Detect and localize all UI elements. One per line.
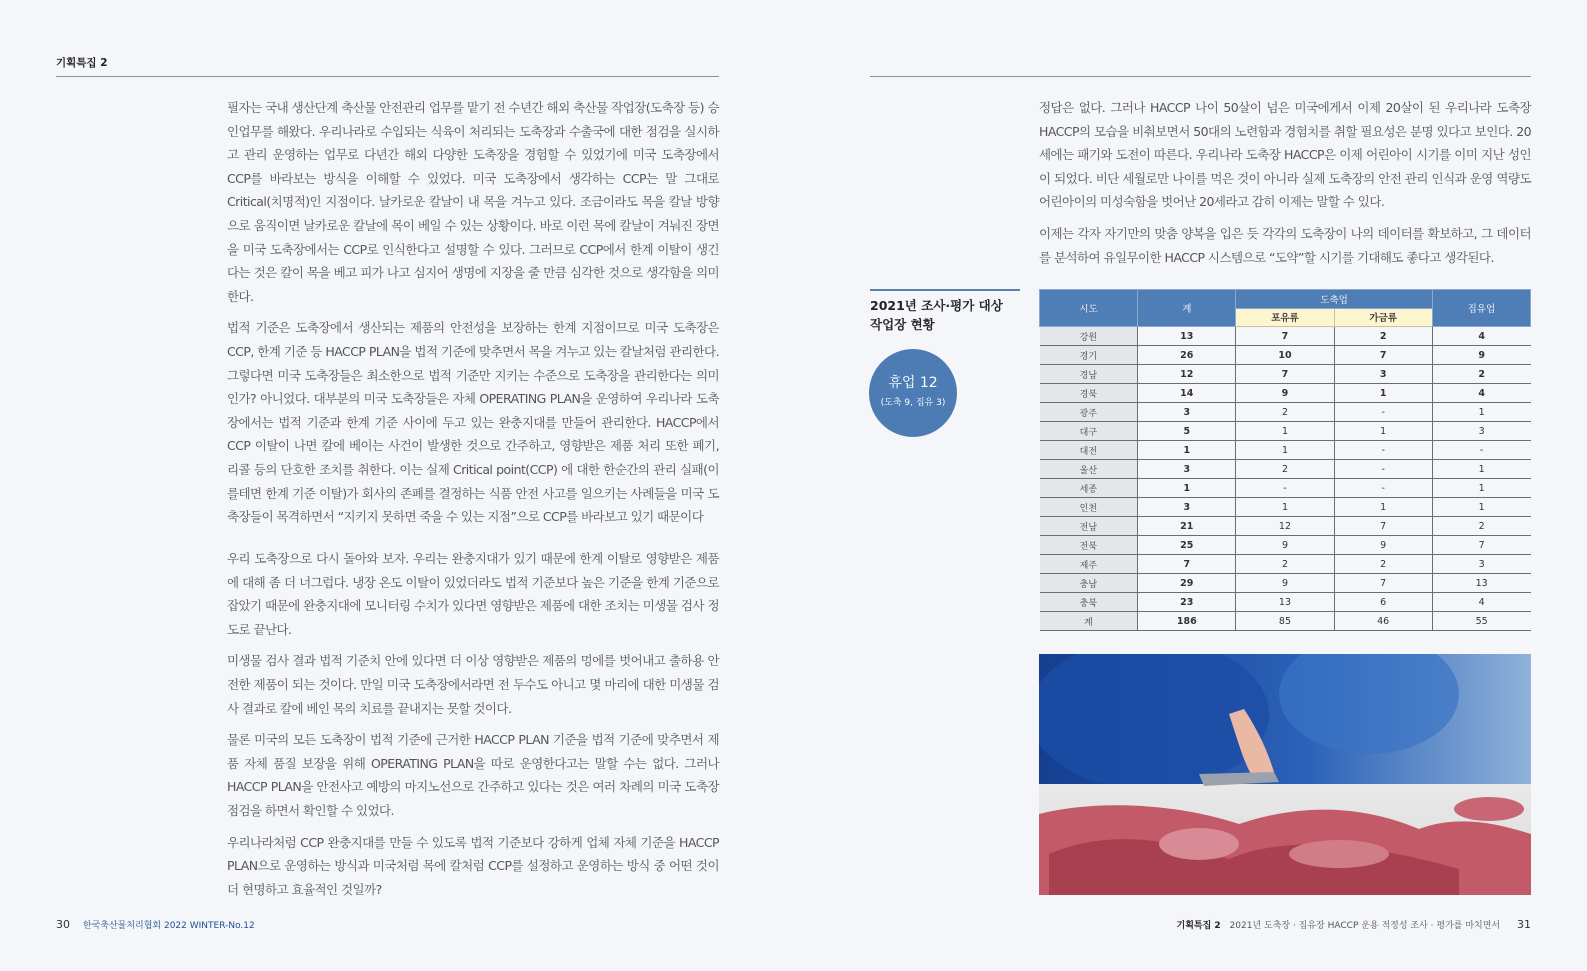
paragraph: 정답은 없다. 그러나 HACCP 나이 50살이 넘은 미국에게서 이제 20살이 된 우리나라 도축장 HACCP의 모습을 비춰보면서 50대의 노련함과 경험치를 취할 필요성은 분명 있다고 보인다. 20세에는 패기와 도전이 따른다. 우리나라 도축장 HACCP은 이제 어린아이 시기를 이미 지난 성인이 되었다. 비단 세월로만 나이를 먹은 것이 아니라 실제 도축장의 안전 관리 인식과 운영 역량도 어린아이의 미성숙함을 벗어난 20세라고 감히 이제는 말할 수 있다.: [1039, 100, 1531, 210]
table-cell: 1: [1138, 441, 1236, 460]
table-cell-region: 경기: [1040, 346, 1138, 365]
footer-left: [56, 918, 255, 931]
table-cell: 1: [1138, 479, 1236, 498]
table-cell: 1: [1432, 498, 1530, 517]
table-cell: -: [1334, 403, 1432, 422]
paragraph: 이제는 각자 자기만의 맞춤 양복을 입은 듯 각각의 도축장이 나의 데이터를 확보하고, 그 데이터를 분석하여 유일무이한 HACCP 시스템으로 “도약”할 시기를 기대해도 좋다고 생각된다.: [1039, 225, 1531, 265]
header-milk: 집유업: [1432, 290, 1530, 327]
table-row: [1040, 479, 1531, 498]
table-row: [1040, 517, 1531, 536]
table-cell: 186: [1138, 612, 1236, 631]
table-cell: -: [1334, 441, 1432, 460]
table-cell-region: 전남: [1040, 517, 1138, 536]
sidebar-title-line: 작업장 현황: [870, 317, 935, 332]
closure-badge: [869, 349, 957, 437]
table-cell: 1: [1432, 460, 1530, 479]
table-row: [1040, 365, 1531, 384]
table-cell: 1: [1432, 403, 1530, 422]
footer-section-label: 기획특집 2: [1176, 921, 1221, 931]
sidebar-title: [870, 296, 1020, 334]
table-cell: 25: [1138, 536, 1236, 555]
page-number-right: 31: [1517, 918, 1531, 931]
table-cell: 4: [1432, 384, 1530, 403]
table-cell: 1: [1432, 479, 1530, 498]
table-cell-region: 충북: [1040, 593, 1138, 612]
table-cell-region: 경북: [1040, 384, 1138, 403]
paragraph: 필자는 국내 생산단계 축산물 안전관리 업무를 맡기 전 수년간 해외 축산물 작업장(도축장 등) 승인업무를 해왔다. 우리나라로 수입되는 식육이 처리되는 도축장과 수출국에 대한 점검을 실시하고 관리 운영하는 업무로 다년간 해외 다양한 도축장을 경험할 수 있었기에 미국 도축장에서 CCP를 바라보는 방식을 이해할 수 있었다. 미국 도축장에서 생각하는 CCP는 말 그대로 Critical(치명적)인 지점이다. 날카로운 칼날이 내 목을 겨누고 있다. 조금이라도 목을 칼날 방향으로 움직이면 날카로운 칼날에 목이 베일 수 있는 상황이다. 바로 이런 목에 칼날이 겨눠진 장면을 미국 도축장에서는 CCP로 인식한다고 설명할 수 있다. 그러므로 CCP에서 한계 이탈이 생긴다는 것은 칼이 목을 베고 피가 나고 심지어 생명에 지장을 줄 만큼 심각한 것으로 생각함을 의미한다.: [227, 100, 719, 304]
header-slaughter: 도축업: [1236, 290, 1432, 309]
table-cell-region: 인천: [1040, 498, 1138, 517]
table-cell: 7: [1334, 574, 1432, 593]
header-total: 계: [1138, 290, 1236, 327]
table-cell: 9: [1236, 384, 1334, 403]
sidebar-rule: [870, 289, 1020, 291]
table-cell-region: 대전: [1040, 441, 1138, 460]
table-row: [1040, 403, 1531, 422]
table-cell: 7: [1334, 346, 1432, 365]
table-cell: -: [1334, 479, 1432, 498]
table-cell-region: 광주: [1040, 403, 1138, 422]
table-cell: 2: [1432, 365, 1530, 384]
table-cell: 9: [1334, 536, 1432, 555]
facility-table: [1039, 289, 1531, 631]
table-cell: 2: [1334, 327, 1432, 346]
table-cell-region: 계: [1040, 612, 1138, 631]
table-cell-region: 전북: [1040, 536, 1138, 555]
table-cell: 1: [1334, 422, 1432, 441]
table-cell: 1: [1334, 498, 1432, 517]
closure-count: 휴업 12: [888, 375, 938, 391]
table-row: [1040, 574, 1531, 593]
sidebar-title-line: 2021년 조사·평가 대상: [870, 298, 1003, 313]
table-cell: 10: [1236, 346, 1334, 365]
table-cell: 3: [1138, 498, 1236, 517]
paragraph: 우리 도축장으로 다시 돌아와 보자. 우리는 완충지대가 있기 때문에 한계 이탈로 영향받은 제품에 대해 좀 더 너그럽다. 냉장 온도 이탈이 있었더라도 법적 기준보다 높은 기준을 한계 기준으로 잡았기 때문에 완충지대에 모니터링 수치가 있다면 영향받은 제품에 대한 조치는 미생물 검사 정도로 끝난다.: [227, 551, 719, 637]
table-cell-region: 강원: [1040, 327, 1138, 346]
table-row: [1040, 327, 1531, 346]
table-cell: 12: [1138, 365, 1236, 384]
table-cell: 2: [1236, 403, 1334, 422]
section-label: 기획특집 2: [56, 57, 108, 69]
meat-cutting-photo: [1039, 654, 1531, 895]
left-column-bottom: [227, 547, 719, 909]
header-rule-left: [56, 76, 719, 77]
table-cell: 1: [1236, 422, 1334, 441]
table-cell: 29: [1138, 574, 1236, 593]
table-cell-region: 제주: [1040, 555, 1138, 574]
header-poultry: 가금류: [1334, 308, 1432, 327]
table-row: [1040, 555, 1531, 574]
closure-breakdown: (도축 9, 집유 3): [880, 398, 946, 408]
table-cell: 2: [1432, 517, 1530, 536]
photo-illustration: [1039, 654, 1531, 895]
table-cell-region: 경남: [1040, 365, 1138, 384]
table-cell-region: 대구: [1040, 422, 1138, 441]
table-row: [1040, 536, 1531, 555]
table-cell: 13: [1138, 327, 1236, 346]
page-number-left: 30: [56, 918, 70, 931]
table-cell: 1: [1334, 384, 1432, 403]
table-cell: 3: [1138, 460, 1236, 479]
table-cell: 12: [1236, 517, 1334, 536]
table-cell: 3: [1432, 555, 1530, 574]
table-row: [1040, 422, 1531, 441]
header-rule-right: [870, 76, 1531, 77]
right-column: [1039, 96, 1531, 277]
left-column-top: [227, 96, 719, 537]
footer-right: [1177, 918, 1532, 931]
table-cell: 3: [1138, 403, 1236, 422]
table-cell: 55: [1432, 612, 1530, 631]
table-cell: 2: [1334, 555, 1432, 574]
table-cell: 9: [1236, 536, 1334, 555]
header-region: 시도: [1040, 290, 1138, 327]
table-cell: 26: [1138, 346, 1236, 365]
table-cell: 9: [1236, 574, 1334, 593]
table-cell: 7: [1236, 327, 1334, 346]
table-cell-region: 충남: [1040, 574, 1138, 593]
table-cell: 46: [1334, 612, 1432, 631]
table-cell: 1: [1236, 498, 1334, 517]
table-cell: 4: [1432, 327, 1530, 346]
table-cell-region: 세종: [1040, 479, 1138, 498]
table-cell-region: 울산: [1040, 460, 1138, 479]
table-cell: 7: [1138, 555, 1236, 574]
publication-name: 한국축산물처리협회 2022 WINTER-No.12: [82, 921, 255, 931]
table-cell: 85: [1236, 612, 1334, 631]
table-row: [1040, 346, 1531, 365]
paragraph: 우리나라처럼 CCP 완충지대를 만들 수 있도록 법적 기준보다 강하게 업체 자체 기준을 HACCP PLAN으로 운영하는 방식과 미국처럼 목에 칼처럼 CCP를 설정하고 운영하는 방식 중 어떤 것이 더 현명하고 효율적인 것일까?: [227, 834, 719, 897]
table-cell: 21: [1138, 517, 1236, 536]
table-row: [1040, 441, 1531, 460]
table-cell: 2: [1236, 460, 1334, 479]
paragraph: 물론 미국의 모든 도축장이 법적 기준에 근거한 HACCP PLAN 기준을 법적 기준에 맞추면서 제품 자체 품질 보장을 위해 OPERATING PLAN을 따로 운영한다고는 말할 수는 없다. 그러나 HACCP PLAN을 안전사고 예방의 마지노선으로 간주하고 있다는 것은 여러 차례의 미국 도축장 점검을 하면서 확인할 수 있었다.: [227, 732, 719, 818]
table-row: [1040, 612, 1531, 631]
table-row: [1040, 593, 1531, 612]
table-cell: -: [1432, 441, 1530, 460]
header-livestock: 포유류: [1236, 308, 1334, 327]
table-cell: 7: [1432, 536, 1530, 555]
table-cell: 6: [1334, 593, 1432, 612]
table-cell: 7: [1236, 365, 1334, 384]
table-cell: 13: [1432, 574, 1530, 593]
table-cell: 4: [1432, 593, 1530, 612]
table-row: [1040, 460, 1531, 479]
table-row: [1040, 498, 1531, 517]
table-cell: 5: [1138, 422, 1236, 441]
table-cell: 7: [1334, 517, 1432, 536]
table-cell: 1: [1236, 441, 1334, 460]
table-cell: -: [1334, 460, 1432, 479]
table-row: [1040, 384, 1531, 403]
table-cell: 2: [1236, 555, 1334, 574]
paragraph: 미생물 검사 결과 법적 기준치 안에 있다면 더 이상 영향받은 제품의 멍에를 벗어내고 출하용 안전한 제품이 되는 것이다. 만일 미국 도축장에서라면 전 두수도 아니고 몇 마리에 대한 미생물 검사 결과로 칼에 베인 목의 치료를 끝내지는 못할 것이다.: [227, 653, 719, 716]
footer-article-title: 2021년 도축장 · 집유장 HACCP 운용 적정성 조사 · 평가를 마치면서: [1229, 921, 1501, 931]
table-cell: 9: [1432, 346, 1530, 365]
table-cell: 23: [1138, 593, 1236, 612]
table-body: [1040, 327, 1531, 631]
table-cell: 14: [1138, 384, 1236, 403]
table-cell: -: [1236, 479, 1334, 498]
table-cell: 3: [1432, 422, 1530, 441]
table-cell: 13: [1236, 593, 1334, 612]
paragraph: 법적 기준은 도축장에서 생산되는 제품의 안전성을 보장하는 한계 지점이므로 미국 도축장은 CCP, 한계 기준 등 HACCP PLAN을 법적 기준에 맞추면서 목을 겨누고 있는 칼날처럼 관리한다. 그렇다면 미국 도축장들은 최소한으로 법적 기준만 지키는 수준으로 도축장을 관리한다는 의미인가? 아니었다. 대부분의 미국 도축장들은 자체 OPERATING PLAN을 운영하여 우리나라 도축장에서는 법적 기준과 한계 기준 사이에 두고 있는 완충지대를 만들어 관리한다. HACCP에서 CCP 이탈이 나면 칼에 베이는 사건이 발생한 것으로 간주하고, 영향받은 제품 처리 또한 폐기, 리콜 등의 단호한 조치를 취한다. 이는 실제 Critical point(CCP) 에 대한 한순간의 관리 실패(이를테면 한계 기준 이탈)가 회사의 존폐를 결정하는 식품 안전 사고를 일으키는 사례들을 미국 도축장들이 목격하면서 “지키지 못하면 죽을 수 있는 지점”으로 CCP를 바라보고 있기 때문이다: [227, 320, 719, 525]
table-cell: 3: [1334, 365, 1432, 384]
